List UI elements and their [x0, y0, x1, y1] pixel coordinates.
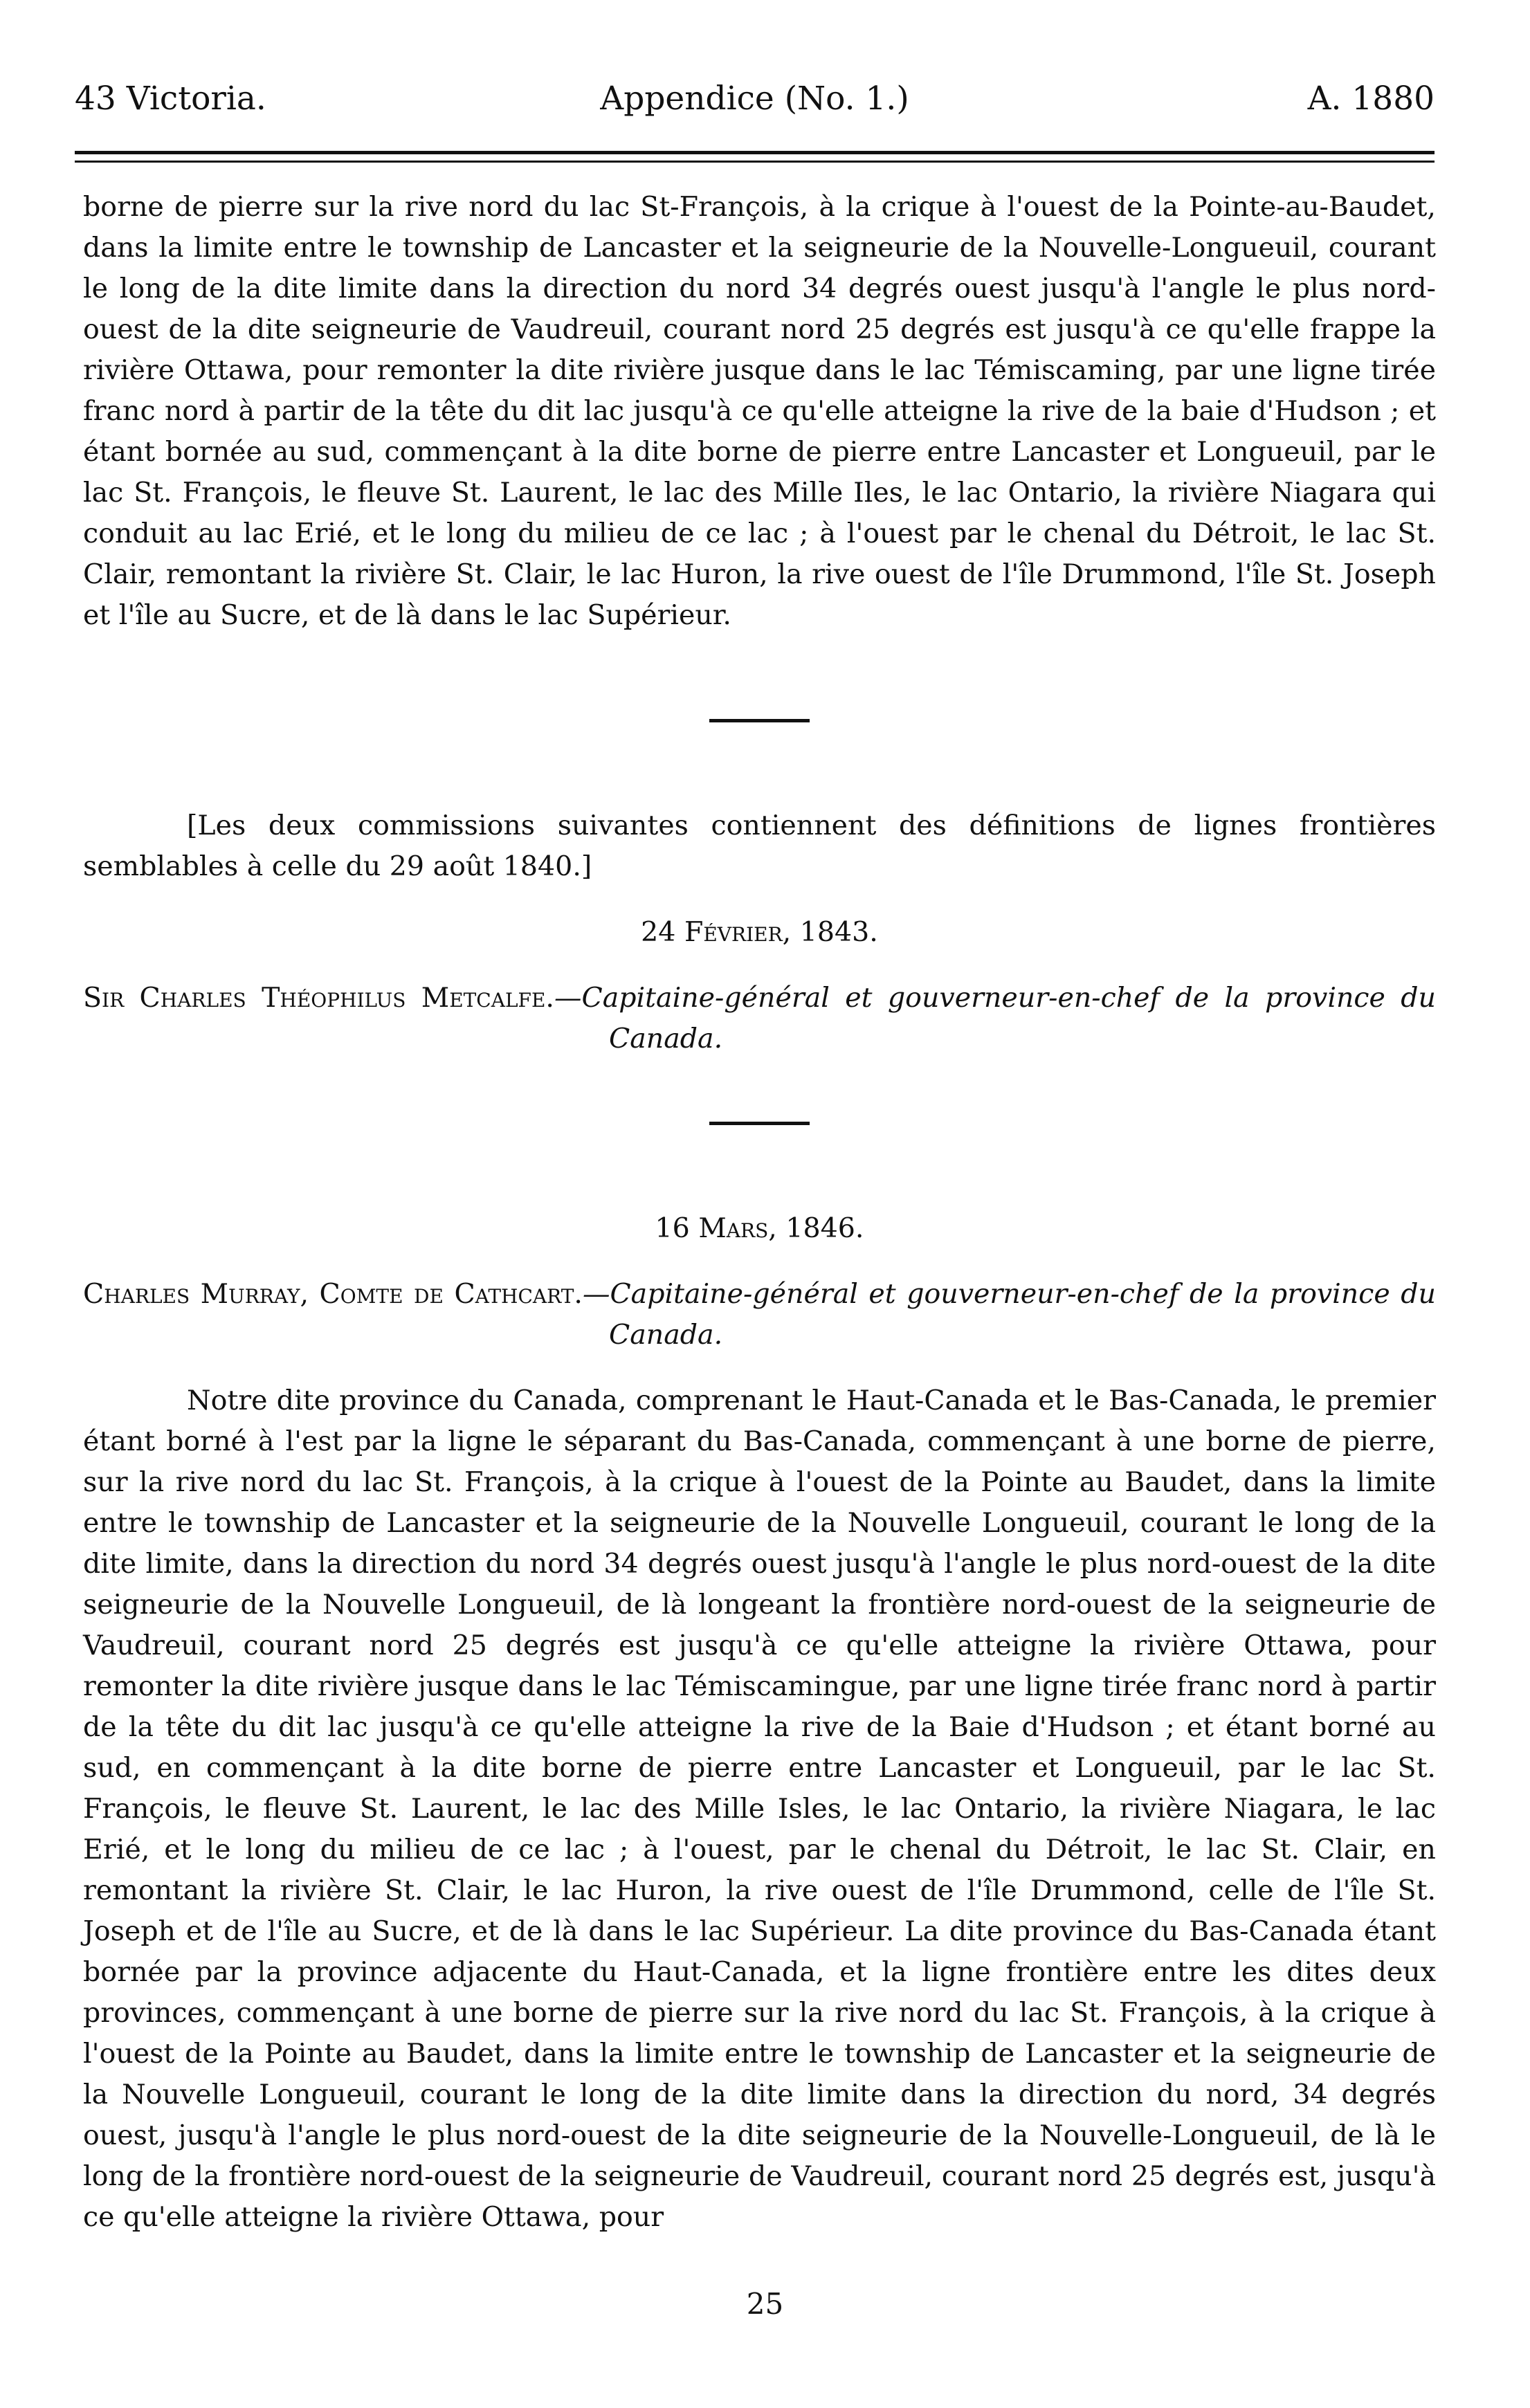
governor-name: Charles Murray, Comte de Cathcart.: [83, 1278, 583, 1310]
governor-title: —Capitaine-général et gouverneur-en-chef de la province du Canada.: [582, 1278, 1436, 1351]
paragraph-continuation: borne de pierre sur la rive nord du lac St-François, à la crique à l'ouest de la Pointe-au-Baudet, dans la limite entre le township de Lancaster et la seigneurie de la Nouvelle-Longueuil, courant le long de la dite limite dans la direction du nord 34 degrés ouest jusqu'à l'angle le plus nord-ouest de la dite seigneurie de Vaudreuil, courant nord 25 degrés est jusqu'à ce qu'elle frappe la rivière Ottawa, pour remonter la dite rivière jusque dans le lac Témiscaming, par une ligne tirée franc nord à partir de la tête du dit lac jusqu'à ce qu'elle atteigne la rive de la baie d'Hudson ; et étant bornée au sud, commençant à la dite borne de pierre entre Lancaster et Longueuil, par le lac St. François, le fleuve St. Laurent, le lac des Mille Iles, le lac Ontario, la rivière Niagara qui conduit au lac Erié, et le long du milieu de ce lac ; à l'ouest par le chenal du Détroit, le lac St. Clair, remontant la rivière St. Clair, le lac Huron, la rive ouest de l'île Drummond, l'île St. Joseph et l'île au Sucre, et de là dans le lac Supérieur.: [83, 191, 1436, 631]
running-head: [75, 75, 1435, 123]
header-center: Appendice (No. 1.): [600, 80, 909, 118]
header-left: 43 Victoria.: [75, 80, 266, 118]
editorial-note: [Les deux commissions suivantes contiennent des définitions de lignes frontières semblables à celle du 29 août 1840.]: [83, 810, 1436, 882]
header-rule-thick: [75, 151, 1435, 154]
governor-name: Sir Charles Théophilus Metcalfe.: [83, 982, 554, 1014]
commission-date-1843: [83, 912, 1436, 953]
commission-heading-metcalfe: [83, 978, 1436, 1059]
governor-title: —Capitaine-général et gouverneur-en-chef de la province du Canada.: [554, 982, 1436, 1055]
commission-date-text: 16 Mars, 1846.: [655, 1212, 864, 1244]
commission-date-1846: [83, 1208, 1436, 1249]
document-body: [83, 187, 1436, 2238]
header-right: A. 1880: [1307, 80, 1435, 118]
commission-text-paragraph: Notre dite province du Canada, comprenant le Haut-Canada et le Bas-Canada, le premier étant borné à l'est par la ligne le séparant du Bas-Canada, commençant à une borne de pierre, sur la rive nord du lac St. François, à la crique à l'ouest de la Pointe au Baudet, dans la limite entre le township de Lancaster et la seigneurie de la Nouvelle Longueuil, courant le long de la dite limite, dans la direction du nord 34 degrés ouest jusqu'à l'angle le plus nord-ouest de la dite seigneurie de la Nouvelle Longueuil, de là longeant la frontière nord-ouest de la seigneurie de Vaudreuil, courant nord 25 degrés est jusqu'à ce qu'elle atteigne la rivière Ottawa, pour remonter la dite rivière jusque dans le lac Témiscamingue, par une ligne tirée franc nord à partir de la tête du dit lac jusqu'à ce qu'elle atteigne la rive de la Baie d'Hudson ; et étant borné au sud, en commençant à la dite borne de pierre entre Lancaster et Longueuil, par le lac St. François, le fleuve St. Laurent, le lac des Mille Isles, le lac Ontario, la rivière Niagara, le lac Erié, et le long du milieu de ce lac ; à l'ouest, par le chenal du Détroit, le lac St. Clair, en remontant la rivière St. Clair, le lac Huron, la rive ouest de l'île Drummond, celle de l'île St. Joseph et de l'île au Sucre, et de là dans le lac Supérieur. La dite province du Bas-Canada étant bornée par la province adjacente du Haut-Canada, et la ligne frontière entre les dites deux provinces, commençant à une borne de pierre sur la rive nord du lac St. François, à la crique à l'ouest de la Pointe au Baudet, dans la limite entre le township de Lancaster et la seigneurie de la Nouvelle Longueuil, courant le long de la dite limite dans la direction du nord, 34 degrés ouest, jusqu'à l'angle le plus nord-ouest de la dite seigneurie de la Nouvelle-Longueuil, de là le long de la frontière nord-ouest de la seigneurie de Vaudreuil, courant nord 25 degrés est, jusqu'à ce qu'elle atteigne la rivière Ottawa, pour: [83, 1385, 1436, 2233]
page-number: 25: [746, 2287, 784, 2321]
header-rule-thin: [75, 161, 1435, 163]
commission-date-text: 24 Février, 1843.: [641, 916, 878, 948]
commission-heading-cathcart: [83, 1274, 1436, 1356]
